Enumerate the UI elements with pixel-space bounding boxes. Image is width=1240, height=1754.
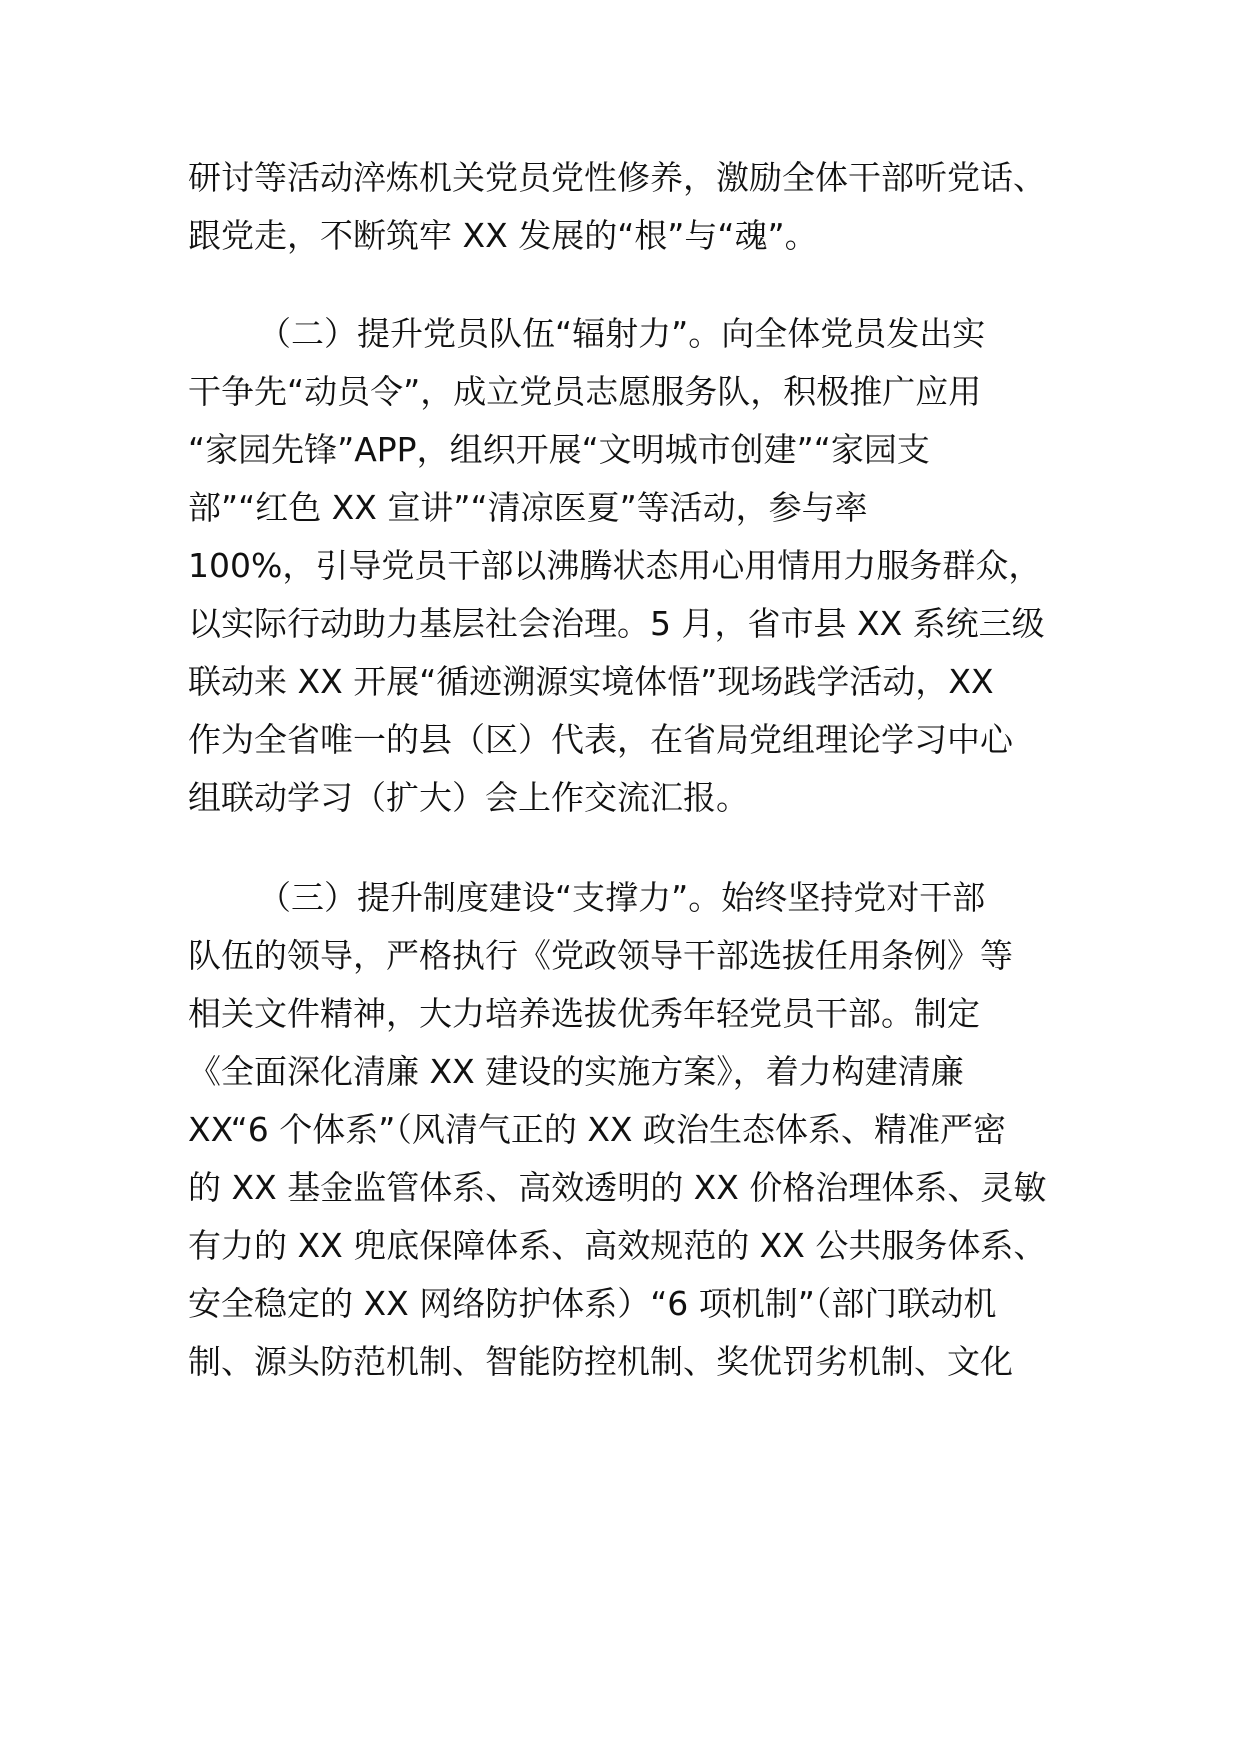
paragraph-line: 安全稳定的 XX 网络防护体系）“6 项机制”（部门联动机 [188, 1284, 997, 1323]
paragraph-line: 《全面深化清廉 XX 建设的实施方案》，着力构建清廉 [188, 1052, 964, 1091]
paragraph-line: 的 XX 基金监管体系、高效透明的 XX 价格治理体系、灵敏 [188, 1168, 1047, 1207]
paragraph-line: 相关文件精神，大力培养选拔优秀年轻党员干部。制定 [188, 994, 980, 1033]
paragraph-line: （二）提升党员队伍“辐射力”。向全体党员发出实 [258, 314, 986, 353]
paragraph-line: 队伍的领导，严格执行《党政领导干部选拔任用条例》等 [188, 936, 1013, 975]
paragraph-line: 组联动学习（扩大）会上作交流汇报。 [188, 778, 749, 817]
paragraph-line: 跟党走，不断筑牢 XX 发展的“根”与“魂”。 [188, 216, 818, 255]
paragraph-line: “家园先锋”APP，组织开展“文明城市创建”“家园支 [188, 430, 930, 469]
paragraph-line: 有力的 XX 兜底保障体系、高效规范的 XX 公共服务体系、 [188, 1226, 1047, 1265]
paragraph-line: 部”“红色 XX 宣讲”“清凉医夏”等活动，参与率 [188, 488, 868, 527]
paragraph-line: 以实际行动助力基层社会治理。5 月，省市县 XX 系统三级 [188, 604, 1045, 643]
paragraph-line: 制、源头防范机制、智能防控机制、奖优罚劣机制、文化 [188, 1342, 1013, 1381]
paragraph-line: XX“6 个体系”（风清气正的 XX 政治生态体系、精准严密 [188, 1110, 1007, 1149]
paragraph-line: 研讨等活动淬炼机关党员党性修养，激励全体干部听党话、 [188, 158, 1046, 197]
paragraph-line: 100%，引导党员干部以沸腾状态用心用情用力服务群众， [188, 546, 1042, 585]
paragraph-line: 联动来 XX 开展“循迹溯源实境体悟”现场践学活动，XX [188, 662, 994, 701]
paragraph-line: 作为全省唯一的县（区）代表，在省局党组理论学习中心 [188, 720, 1013, 759]
paragraph-line: 干争先“动员令”，成立党员志愿服务队，积极推广应用 [188, 372, 982, 411]
paragraph-line: （三）提升制度建设“支撑力”。始终坚持党对干部 [258, 878, 986, 917]
